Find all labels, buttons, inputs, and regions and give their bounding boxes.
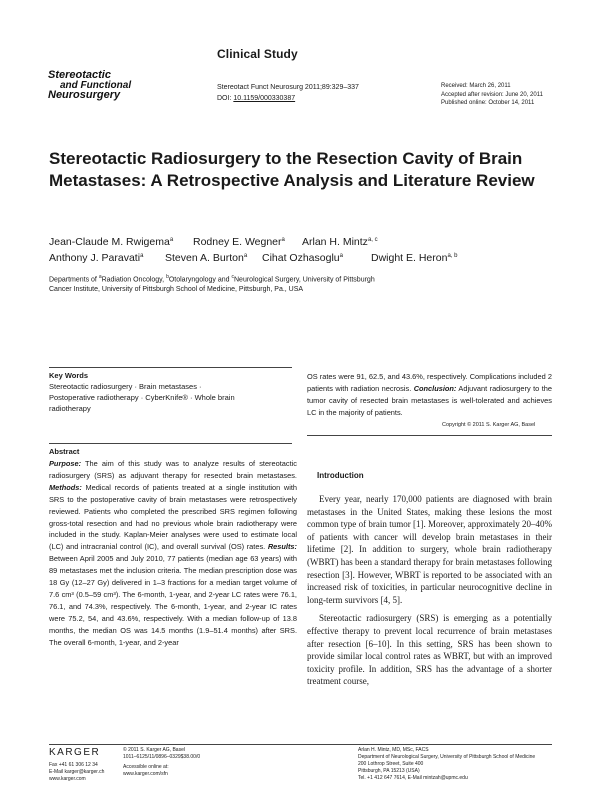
abstract-text: Purpose: The aim of this study was to analyze results of stereotactic radiosurgery (SRS) as adjuvant therapy for resected brain metastases. Methods: Medical records of patients treated at a single institution with SRS to the postoperative cavity of brain metastases were retrospectively reviewed. Patients who completed the prescribed SRS regimen following gross-total resection and had no previous whole brain radiotherapy were included in the study. Kaplan-Meier analyses were used to estimate local (LC) and intracranial control (IC), and overall survival (OS) rates. Results: Between April 2005 and July 2010, 77 patients (median age 63 years) with 89 metastases met the inclusion criteria. The median prescription dose was 18 Gy (12–27 Gy) delivered in 1–3 fractions for a median target volume of 7.6 cm³ (0.5–59 cm³). The 6-month, 1-year, and 2-year LC rates were 76.1, 76.1, and 74.3%, respectively. The 6-month, 1-year, and 2-year IC rates were 75.2, 54, and 43.6%, respectively. With a median follow-up of 13.8 months, the median OS was 14.5 months (1.9–51.4 months) after SRS. The overall 6-month, 1-year, and 2-year — [49, 459, 297, 647]
keywords-rule — [49, 367, 292, 368]
abstract-end-rule — [307, 435, 552, 436]
abstract-heading: Abstract — [49, 447, 80, 456]
affiliations: Departments of $^a$Radiation Oncology, $^b$Otolaryngology and $^c$Neurological Surgery, University of Pittsburgh Cancer Institute, University of Pittsburgh School of Medicine, Pittsburgh, Pa., USA — [49, 274, 375, 294]
abstract-text-continued: OS rates were 91, 62.5, and 43.6%, respectively. Complications included 2 patients with radiation necrosis. Conclusion: Adjuvant radiosurgery to the tumor cavity of resected brain metastases is well-tolerated and achieves LC in the majority of patients. — [307, 372, 552, 417]
logo-line2: and Functional — [60, 80, 132, 91]
publisher-contact: Fax +41 61 306 12 34 E-Mail karger@karger.ch www.karger.com — [49, 762, 105, 782]
published-date: Published online: October 14, 2011 — [441, 100, 535, 106]
journal-logo-graphic — [46, 67, 161, 103]
doi-line — [217, 93, 359, 104]
logo-line3: Neurosurgery — [48, 89, 121, 101]
abstract-rule — [49, 443, 292, 444]
doi-link[interactable]: 10.1159/000330387 — [233, 95, 296, 102]
author: Steven A. Burton$^a$ — [165, 252, 248, 264]
introduction-body — [307, 493, 552, 688]
journal-web-link[interactable]: www.karger.com/sfn — [123, 771, 168, 777]
citation-block — [217, 82, 359, 104]
correspondence: Arlan H. Mintz, MD, MSc, FACS Department of Neurological Surgery, University of Pittsburgh School of Medicine 200 Lothrop Street, Suite 400 Pittsburgh, PA 15213 (USA) Tel. +1 412 647 7614, E-Mail mintzah@upmc.edu — [358, 747, 536, 781]
author: Jean-Claude M. Rwigema$^a$ — [49, 236, 174, 248]
paragraph: Every year, nearly 170,000 patients are diagnosed with brain metastases in the United States, making these lesions the most common type of brain tumor [1]. Moreover, approximately 20–40% of patients with cancer will develop brain metastases in their lifetime [2]. In addition to surgery, whole brain radiotherapy (WBRT) has been a standard therapy for brain metastases following resection [3]. However, WBRT is reported to be associated with an increased risk of toxicities, in particular neurocognitive decline in long-term survivors [4, 5]. — [307, 494, 552, 605]
dates-block — [441, 82, 543, 108]
logo-line1: Stereotactic — [48, 69, 111, 81]
introduction-heading: Introduction — [317, 471, 364, 480]
author: Dwight E. Heron$^{a, b}$ — [371, 252, 458, 264]
publisher-logo: KARGER — [49, 747, 101, 758]
journal-logo — [46, 67, 161, 103]
copyright: Copyright © 2011 S. Karger AG, Basel — [442, 422, 536, 428]
section-label: Clinical Study — [217, 47, 298, 61]
publisher-web-link[interactable]: www.karger.com — [49, 776, 86, 782]
publication-info: © 2011 S. Karger AG, Basel 1011–6125/11/0896–0329$38.00/0 Accessible online at: www.karger.com/sfn — [123, 747, 201, 777]
doi-label: DOI: — [217, 95, 234, 102]
citation: Stereotact Funct Neurosurg 2011;89:329–337 — [217, 84, 359, 91]
received-date: Received: March 26, 2011 — [441, 83, 511, 89]
paragraph: Stereotactic radiosurgery (SRS) is emerging as a potentially effective therapy to prevent local recurrence of brain metastases after resection [6–10]. In this setting, SRS has been shown to provide similar local control rates as WBRT, but with an improved toxicity profile. In addition, SRS has the advantage of a shorter treatment course, — [307, 613, 552, 687]
author: Cihat Ozhasoglu$^a$ — [262, 252, 343, 264]
accepted-date: Accepted after revision: June 20, 2011 — [441, 91, 543, 98]
article-title: Stereotactic Radiosurgery to the Resection Cavity of Brain Metastases: A Retrospective Analysis and Literature Review — [49, 149, 535, 190]
author: Arlan H. Mintz$^{a, c}$ — [302, 236, 378, 248]
keywords: Stereotactic radiosurgery · Brain metastases · Postoperative radiotherapy · CyberKnife® · Whole brain radiotherapy — [49, 382, 235, 413]
keywords-heading: Key Words — [49, 371, 89, 380]
author: Anthony J. Paravati$^a$ — [49, 252, 144, 264]
author: Rodney E. Wegner$^a$ — [193, 236, 285, 248]
footer-rule — [49, 744, 552, 745]
